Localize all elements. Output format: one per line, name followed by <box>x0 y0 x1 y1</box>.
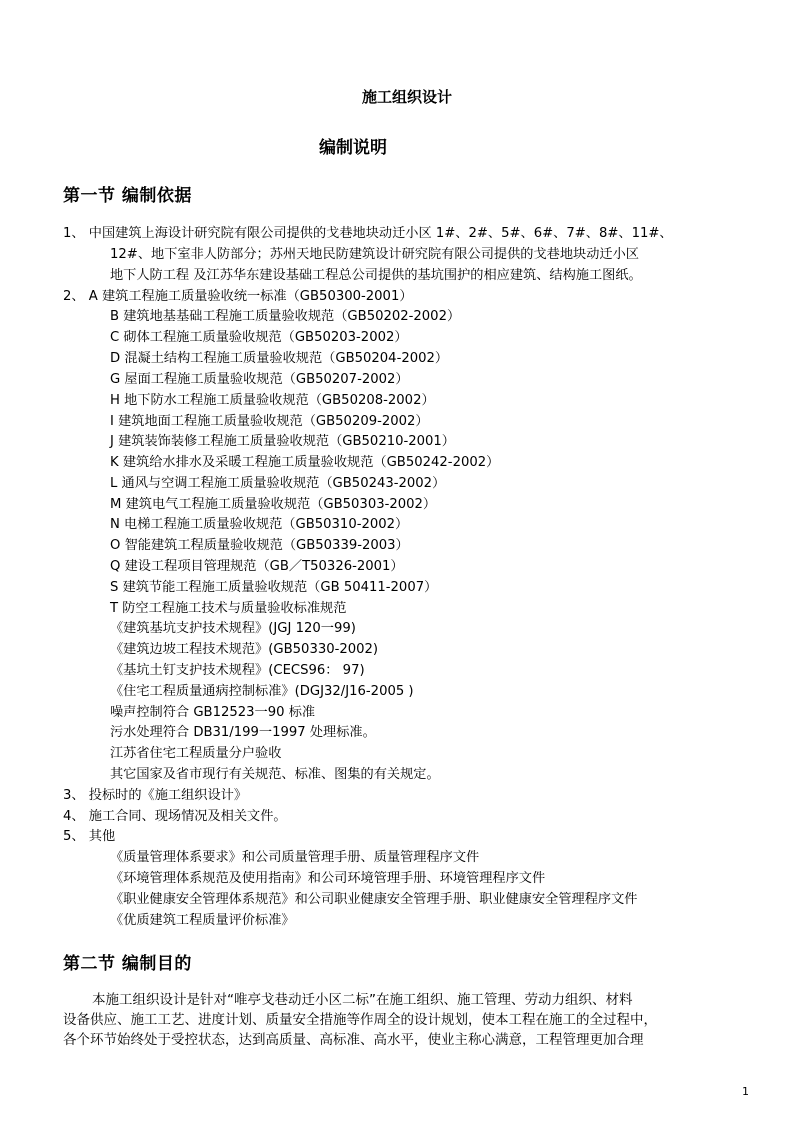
basis-line: O 智能建筑工程质量验收规范（GB50339-2003） <box>110 538 409 553</box>
basis-line: T 防空工程施工技术与质量验收标准规范 <box>110 601 347 616</box>
basis-line: 《住宅工程质量通病控制标准》(DGJ32/J16-2005 ) <box>110 684 414 699</box>
basis-line: I 建筑地面工程施工质量验收规范（GB50209-2002） <box>110 414 429 429</box>
purpose-paragraph-line: 本施工组织设计是针对“唯亭戈巷动迁小区二标”在施工组织、施工管理、劳动力组织、材料 <box>92 992 633 1008</box>
basis-line: 《优质建筑工程质量评价标准》 <box>110 913 295 928</box>
basis-line: J 建筑装饰装修工程施工质量验收规范（GB50210-2001） <box>110 434 455 449</box>
basis-line: 地下人防工程 及江苏华东建设基础工程总公司提供的基坑围护的相应建筑、结构施工图纸。 <box>110 268 642 283</box>
basis-line: 噪声控制符合 GB12523一90 标准 <box>110 705 316 720</box>
basis-line: Q 建设工程项目管理规范（GB／T50326-2001） <box>110 559 404 574</box>
basis-line: N 电梯工程施工质量验收规范（GB50310-2002） <box>110 517 409 532</box>
purpose-paragraph-line: 设备供应、施工工艺、进度计划、质量安全措施等作周全的设计规划，使本工程在施工的全过程中， <box>63 1012 657 1028</box>
document-subtitle: 编制说明 <box>319 138 387 158</box>
basis-line: 《质量管理体系要求》和公司质量管理手册、质量管理程序文件 <box>110 850 480 865</box>
basis-line: B 建筑地基基础工程施工质量验收规范（GB50202-2002） <box>110 309 461 324</box>
basis-line: 5、 其他 <box>63 829 116 844</box>
basis-line: 《建筑基坑支护技术规程》(JGJ 120一99) <box>110 621 356 636</box>
basis-line: 《职业健康安全管理体系规范》和公司职业健康安全管理手册、职业健康安全管理程序文件 <box>110 892 638 907</box>
basis-line: S 建筑节能工程施工质量验收规范（GB 50411-2007） <box>110 580 438 595</box>
document-title: 施工组织设计 <box>362 88 453 106</box>
basis-line: M 建筑电气工程施工质量验收规范（GB50303-2002） <box>110 497 437 512</box>
basis-line: 2、 A 建筑工程施工质量验收统一标准（GB50300-2001） <box>63 289 413 304</box>
basis-line: D 混凝土结构工程施工质量验收规范（GB50204-2002） <box>110 351 449 366</box>
basis-line: L 通风与空调工程施工质量验收规范（GB50243-2002） <box>110 476 446 491</box>
basis-line: H 地下防水工程施工质量验收规范（GB50208-2002） <box>110 393 435 408</box>
section-2-heading: 第二节 编制目的 <box>63 954 192 974</box>
basis-line: 4、 施工合同、现场情况及相关文件。 <box>63 809 287 824</box>
basis-line: G 屋面工程施工质量验收规范（GB50207-2002） <box>110 372 409 387</box>
basis-line: C 砌体工程施工质量验收规范（GB50203-2002） <box>110 330 408 345</box>
basis-line: 3、 投标时的《施工组织设计》 <box>63 788 248 803</box>
basis-line: 1、 中国建筑上海设计研究院有限公司提供的戈巷地块动迁小区 1#、2#、5#、6#、7#、8#、11#、 <box>63 226 673 241</box>
purpose-paragraph-line: 各个环节始终处于受控状态，达到高质量、高标准、高水平，使业主称心满意，工程管理更加合理 <box>63 1032 644 1048</box>
basis-line: K 建筑给水排水及采暖工程施工质量验收规范（GB50242-2002） <box>110 455 500 470</box>
section-1-heading: 第一节 编制依据 <box>63 186 192 206</box>
page-number: 1 <box>742 1085 749 1098</box>
basis-line: 12#、地下室非人防部分；苏州天地民防建筑设计研究院有限公司提供的戈巷地块动迁小区 <box>110 247 639 262</box>
basis-line: 其它国家及省市现行有关规范、标准、图集的有关规定。 <box>110 767 440 782</box>
basis-line: 《基坑土钉支护技术规程》(CECS96： 97) <box>110 663 365 678</box>
basis-line: 《建筑边坡工程技术规范》(GB50330-2002) <box>110 642 379 657</box>
basis-line: 污水处理符合 DB31/199一1997 处理标准。 <box>110 725 376 740</box>
basis-line: 《环境管理体系规范及使用指南》和公司环境管理手册、环境管理程序文件 <box>110 871 546 886</box>
basis-line: 江苏省住宅工程质量分户验收 <box>110 746 282 761</box>
